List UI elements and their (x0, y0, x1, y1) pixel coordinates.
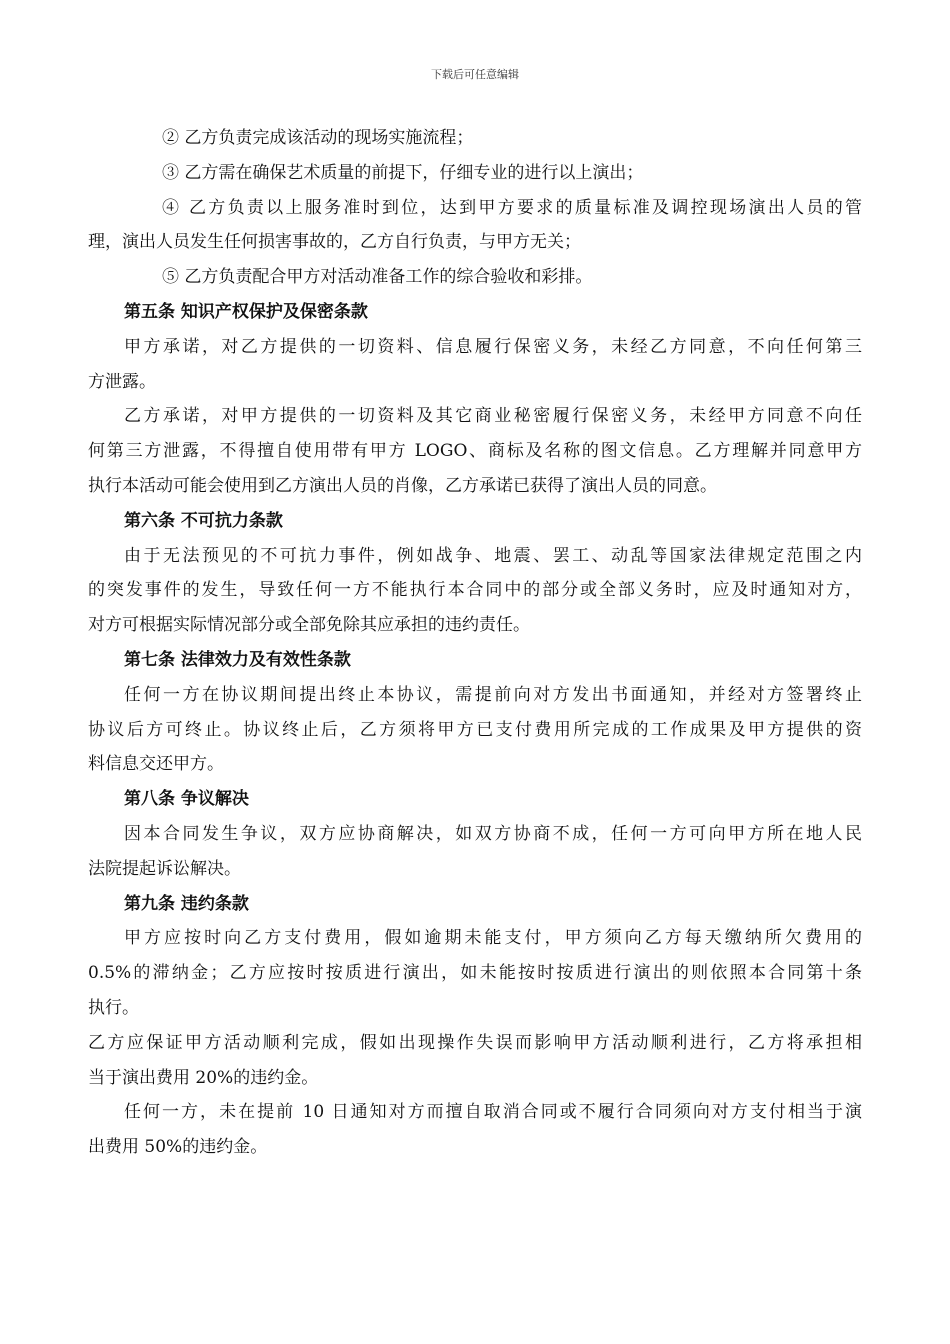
paragraph-line: 任何一方在协议期间提出终止本协议，需提前向对方发出书面通知，并经对方签署终止 (124, 684, 862, 705)
paragraph-line: 理，演出人员发生任何损害事故的，乙方自行负责，与甲方无关； (88, 232, 581, 253)
paragraph-line: 出费用 50%的违约金。 (88, 1137, 268, 1158)
paragraph-line: 协议后方可终止。协议终止后，乙方须将甲方已支付费用所完成的工作成果及甲方提供的资 (88, 719, 862, 740)
paragraph-line: 何第三方泄露，不得擅自使用带有甲方 LOGO、商标及名称的图文信息。乙方理解并同意甲方 (88, 441, 862, 462)
paragraph-line: 当于演出费用 20%的违约金。 (88, 1067, 319, 1088)
paragraph-line: 方泄露。 (88, 371, 156, 392)
list-item: ⑤ 乙方负责配合甲方对活动准备工作的综合验收和彩排。 (162, 267, 593, 288)
paragraph-line: 甲方应按时向乙方支付费用，假如逾期未能支付，甲方须向乙方每天缴纳所欠费用的 (124, 928, 862, 949)
paragraph-line: 0.5%的滞纳金；乙方应按时按质进行演出，如未能按时按质进行演出的则依照本合同第十条 (88, 963, 862, 984)
list-item: ③ 乙方需在确保艺术质量的前提下，仔细专业的进行以上演出； (162, 162, 644, 183)
paragraph-line: 乙方承诺，对甲方提供的一切资料及其它商业秘密履行保密义务，未经甲方同意不向任 (124, 406, 862, 427)
paragraph-line: 料信息交还甲方。 (88, 754, 224, 775)
section-heading: 第八条 争议解决 (124, 789, 249, 810)
section-heading: 第七条 法律效力及有效性条款 (124, 649, 351, 670)
list-item: ② 乙方负责完成该活动的现场实施流程； (162, 128, 474, 148)
paragraph-line: 乙方应保证甲方活动顺利完成，假如出现操作失误而影响甲方活动顺利进行，乙方将承担相 (88, 1032, 862, 1053)
section-heading: 第九条 违约条款 (124, 893, 249, 914)
section-heading: 第六条 不可抗力条款 (124, 510, 283, 531)
paragraph-line: 法院提起诉讼解决。 (88, 858, 241, 879)
paragraph-line: 任何一方，未在提前 10 日通知对方而擅自取消合同或不履行合同须向对方支付相当于演 (124, 1102, 862, 1123)
document-body (88, 121, 862, 1165)
paragraph-line: 因本合同发生争议，双方应协商解决，如双方协商不成，任何一方可向甲方所在地人民 (124, 823, 862, 844)
paragraph-line: 对方可根据实际情况部分或全部免除其应承担的违约责任。 (88, 615, 530, 636)
paragraph-line: 由于无法预见的不可抗力事件，例如战争、地震、罢工、动乱等国家法律规定范围之内 (124, 545, 862, 566)
page-header: 下载后可任意编辑 (431, 68, 519, 81)
list-item: ④ 乙方负责以上服务准时到位，达到甲方要求的质量标准及调控现场演出人员的管 (162, 197, 862, 218)
paragraph-line: 执行。 (88, 997, 139, 1018)
paragraph-line: 甲方承诺，对乙方提供的一切资料、信息履行保密义务，未经乙方同意，不向任何第三 (124, 336, 862, 357)
paragraph-line: 执行本活动可能会使用到乙方演出人员的肖像，乙方承诺已获得了演出人员的同意。 (88, 475, 717, 496)
section-heading: 第五条 知识产权保护及保密条款 (124, 301, 368, 322)
paragraph-line: 的突发事件的发生，导致任何一方不能执行本合同中的部分或全部义务时，应及时通知对方， (88, 580, 862, 601)
